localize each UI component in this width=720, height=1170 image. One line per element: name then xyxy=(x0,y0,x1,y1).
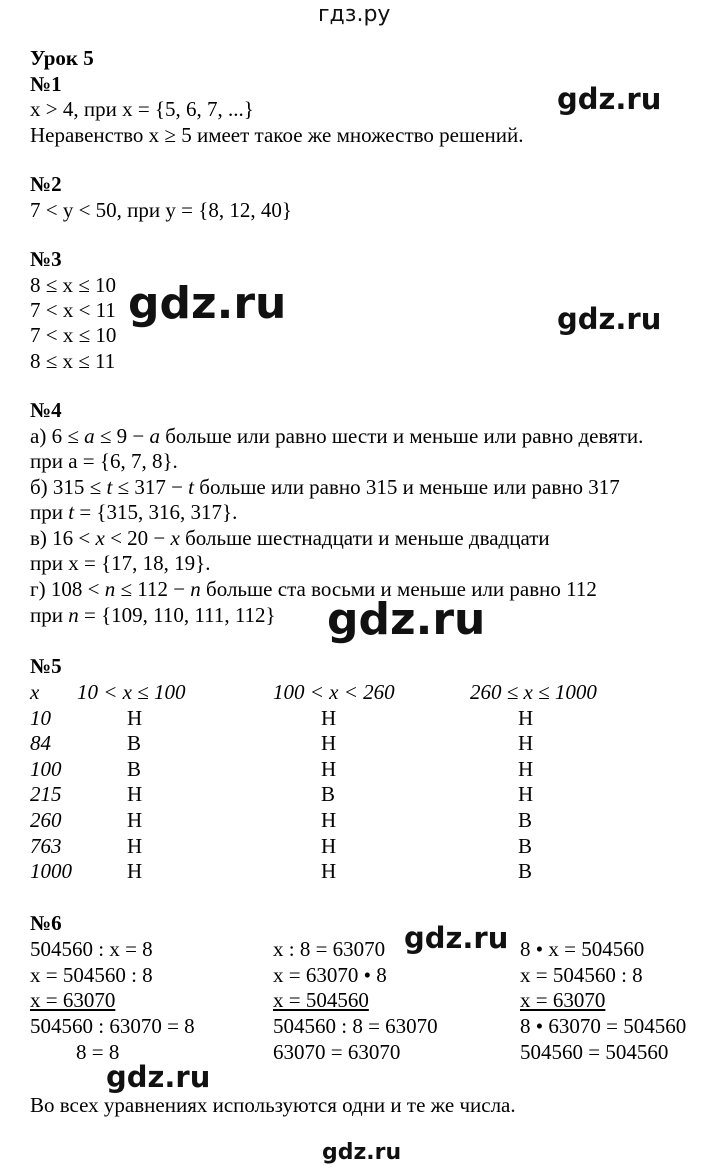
equation-solution: x = 504560 xyxy=(273,988,369,1012)
table-cell: Н xyxy=(321,731,337,755)
task-4-d-set xyxy=(30,603,276,627)
watermark: gdz.ru xyxy=(404,921,509,955)
text: б) 315 ≤ xyxy=(30,475,107,499)
task-4-heading: №4 xyxy=(30,398,62,422)
text: при xyxy=(30,500,69,524)
equation-line: x = 63070 • 8 xyxy=(273,963,387,987)
text: ≤ 317 − xyxy=(112,475,189,499)
task-3-heading: №3 xyxy=(30,247,62,271)
text: ≤ 9 − xyxy=(94,424,150,448)
equation-line: x = 504560 : 8 xyxy=(30,963,153,987)
equation-check: 504560 : 8 = 63070 xyxy=(273,1014,438,1038)
task-1-heading: №1 xyxy=(30,72,62,96)
text: больше шестнадцати и меньше двадцати xyxy=(179,526,550,550)
watermark: gdz.ru xyxy=(327,594,486,645)
table-cell: Н xyxy=(127,782,143,806)
table-cell: Н xyxy=(321,706,337,730)
var: n xyxy=(190,577,201,601)
task-3-line: 8 ≤ x ≤ 11 xyxy=(30,349,116,373)
watermark: gdz.ru xyxy=(322,1140,402,1165)
table-cell-x: 100 xyxy=(30,757,62,781)
text: при xyxy=(30,603,69,627)
table-cell-x: 1000 xyxy=(30,859,72,883)
watermark: gdz.ru xyxy=(128,278,287,329)
task-4-c xyxy=(30,526,550,550)
task-4-c-set: при x = {17, 18, 19}. xyxy=(30,551,211,575)
table-cell: В xyxy=(127,757,142,781)
table-header-range-3: 260 ≤ x ≤ 1000 xyxy=(470,680,597,704)
equation-solution: x = 63070 xyxy=(520,988,606,1012)
equation-line: 504560 : x = 8 xyxy=(30,937,153,961)
table-cell-x: 260 xyxy=(30,808,62,832)
watermark: gdz.ru xyxy=(106,1060,211,1094)
text: ≤ 112 − xyxy=(115,577,191,601)
text: больше или равно шести и меньше или равно девяти. xyxy=(159,424,644,448)
text: г) 108 < xyxy=(30,577,105,601)
watermark: gdz.ru xyxy=(557,302,662,336)
task-6-heading: №6 xyxy=(30,911,62,935)
task-3-line: 7 < x ≤ 10 xyxy=(30,323,117,347)
table-cell: Н xyxy=(127,706,143,730)
text: больше или равно 315 и меньше или равно 317 xyxy=(194,475,620,499)
table-cell: Н xyxy=(321,834,337,858)
task-4-b xyxy=(30,475,620,499)
equation-check: 8 = 8 xyxy=(76,1040,120,1064)
table-cell: В xyxy=(518,808,533,832)
table-cell: Н xyxy=(127,834,143,858)
equation-solution: x = 63070 xyxy=(30,988,116,1012)
var: n xyxy=(104,577,116,601)
table-cell: Н xyxy=(321,757,337,781)
var: t xyxy=(188,475,195,499)
var: x xyxy=(170,526,180,550)
table-cell: Н xyxy=(321,859,337,883)
table-cell-x: 763 xyxy=(30,834,62,858)
table-cell-x: 215 xyxy=(30,782,62,806)
text: а) 6 ≤ xyxy=(30,424,85,448)
top-watermark: гдз.ру xyxy=(318,2,391,27)
equation-check: 63070 = 63070 xyxy=(273,1040,401,1064)
table-cell: Н xyxy=(518,757,534,781)
task-1-line-1: x > 4, при x = {5, 6, 7, ...} xyxy=(30,97,254,121)
task-4-a xyxy=(30,424,643,448)
text: больше ста восьми и меньше или равно 112 xyxy=(200,577,597,601)
task-1-line-2: Неравенство x ≥ 5 имеет такое же множество решений. xyxy=(30,123,524,147)
equation-line: x = 504560 : 8 xyxy=(520,963,643,987)
table-cell: Н xyxy=(127,859,143,883)
equation-check: 8 • 63070 = 504560 xyxy=(520,1014,687,1038)
task-4-a-set: при a = {6, 7, 8}. xyxy=(30,449,178,473)
var: a xyxy=(84,424,95,448)
task-2-heading: №2 xyxy=(30,172,62,196)
task-2-line-1: 7 < y < 50, при y = {8, 12, 40} xyxy=(30,198,292,222)
text: < 20 − xyxy=(104,526,171,550)
task-4-b-set xyxy=(30,500,237,524)
var: a xyxy=(149,424,160,448)
equation-line: x : 8 = 63070 xyxy=(273,937,386,961)
table-header-range-1: 10 < x ≤ 100 xyxy=(77,680,186,704)
table-cell: В xyxy=(127,731,142,755)
var: t xyxy=(106,475,113,499)
var: t xyxy=(68,500,75,524)
table-cell: Н xyxy=(518,782,534,806)
var: n xyxy=(68,603,79,627)
table-cell: В xyxy=(321,782,336,806)
table-cell-x: 84 xyxy=(30,731,51,755)
table-cell: В xyxy=(518,859,533,883)
table-cell: Н xyxy=(518,706,534,730)
conclusion-text: Во всех уравнениях используются одни и те же числа. xyxy=(30,1093,516,1117)
equation-line: 8 • x = 504560 xyxy=(520,937,645,961)
task-5-heading: №5 xyxy=(30,654,62,678)
watermark: gdz.ru xyxy=(557,82,662,116)
table-header-range-2: 100 < x < 260 xyxy=(273,680,395,704)
table-cell: Н xyxy=(321,808,337,832)
task-3-line: 7 < x < 11 xyxy=(30,298,116,322)
task-3-line: 8 ≤ x ≤ 10 xyxy=(30,273,117,297)
text: в) 16 < xyxy=(30,526,96,550)
table-cell-x: 10 xyxy=(30,706,51,730)
text: = {315, 316, 317}. xyxy=(74,500,238,524)
table-cell: В xyxy=(518,834,533,858)
equation-check: 504560 = 504560 xyxy=(520,1040,669,1064)
var: x xyxy=(95,526,105,550)
table-cell: Н xyxy=(127,808,143,832)
text: = {109, 110, 111, 112} xyxy=(78,603,276,627)
table-cell: Н xyxy=(518,731,534,755)
task-4-d xyxy=(30,577,597,601)
lesson-title: Урок 5 xyxy=(30,46,94,70)
equation-check: 504560 : 63070 = 8 xyxy=(30,1014,195,1038)
table-header-x: x xyxy=(30,680,40,704)
